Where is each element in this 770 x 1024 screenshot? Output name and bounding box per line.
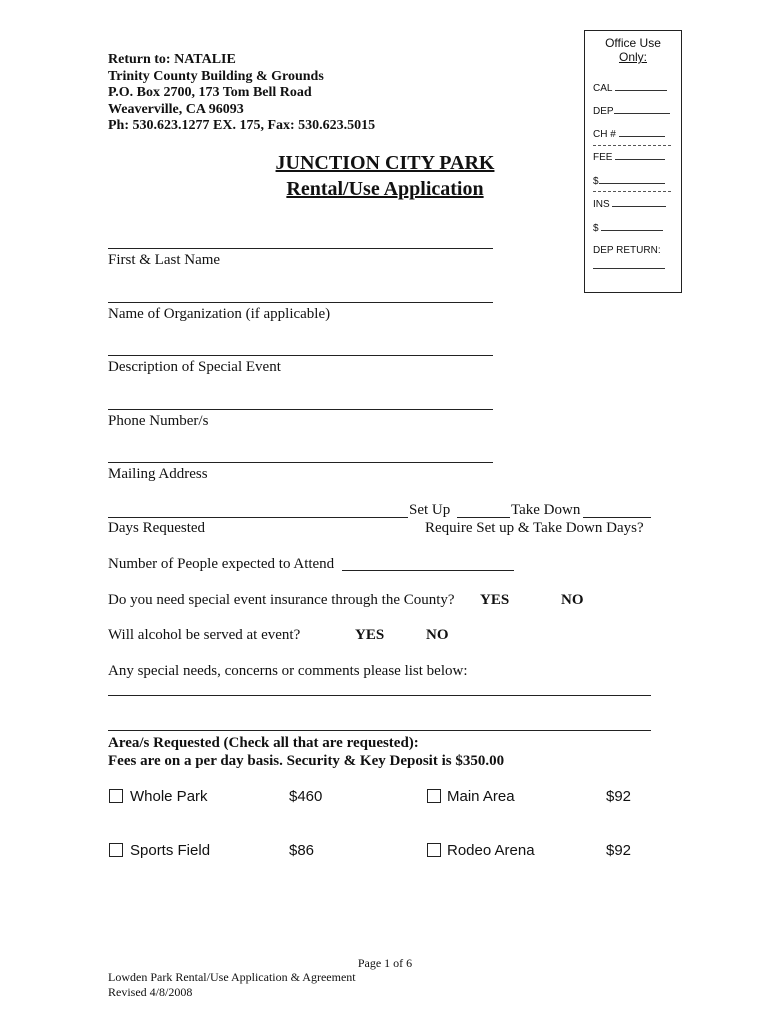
alcohol-question: Will alcohol be served at event? (108, 627, 301, 643)
insurance-no-option[interactable]: NO (561, 592, 584, 608)
title-application: Rental/Use Application (286, 178, 484, 200)
sports-field-label: Sports Field (130, 842, 211, 859)
phone-fax-line: Ph: 530.623.1277 EX. 175, Fax: 530.623.5015 (108, 118, 376, 133)
footer-revised: Revised 4/8/2008 (108, 985, 193, 999)
insurance-question: Do you need special event insurance through the County? (108, 592, 455, 608)
office-fee-label: FEE (593, 152, 613, 163)
mailing-input-line[interactable] (108, 462, 493, 463)
name-label: First & Last Name (108, 252, 221, 268)
office-dep-return-line[interactable] (593, 268, 665, 269)
office-ins-field[interactable] (593, 197, 666, 210)
description-label: Description of Special Event (108, 359, 281, 375)
attendance-label: Number of People expected to Attend (108, 556, 335, 572)
footer-doc-title: Lowden Park Rental/Use Application & Agreement (108, 970, 356, 984)
whole-park-label: Whole Park (130, 788, 208, 805)
office-use-box (584, 30, 682, 293)
office-divider (593, 145, 671, 146)
comments-input-line-1[interactable] (108, 695, 651, 696)
po-box-line: P.O. Box 2700, 173 Tom Bell Road (108, 85, 312, 100)
office-use-title (585, 36, 681, 64)
areas-heading: Area/s Requested (Check all that are requested): (108, 735, 419, 751)
name-input-line[interactable] (108, 248, 493, 249)
office-cal-label: CAL (593, 83, 613, 94)
whole-park-checkbox[interactable] (109, 789, 123, 803)
organization-label: Name of Organization (if applicable) (108, 306, 331, 322)
require-days-label: Require Set up & Take Down Days? (425, 520, 644, 536)
rodeo-arena-checkbox[interactable] (427, 843, 441, 857)
attendance-input-line[interactable] (342, 570, 514, 571)
main-area-checkbox[interactable] (427, 789, 441, 803)
office-fee-amount-field[interactable] (593, 174, 665, 187)
office-ch-field[interactable] (593, 127, 665, 140)
days-requested-label: Days Requested (108, 520, 206, 536)
office-ins-label: INS (593, 199, 610, 210)
office-fee-field[interactable] (593, 150, 665, 163)
comments-label: Any special needs, concerns or comments please list below: (108, 663, 468, 679)
sports-field-checkbox[interactable] (109, 843, 123, 857)
office-fee-dollar-label: $ (593, 176, 599, 187)
set-up-input-line[interactable] (457, 517, 510, 518)
set-up-label: Set Up (409, 502, 451, 518)
description-input-line[interactable] (108, 355, 493, 356)
return-to-line: Return to: NATALIE (108, 52, 236, 67)
sports-field-price: $86 (289, 842, 315, 859)
insurance-yes-option[interactable]: YES (480, 592, 510, 608)
office-ins-dollar-label: $ (593, 223, 599, 234)
days-requested-input-line[interactable] (108, 517, 408, 518)
whole-park-price: $460 (289, 788, 323, 805)
main-area-label: Main Area (447, 788, 515, 805)
comments-input-line-2[interactable] (108, 730, 651, 731)
take-down-label: Take Down (511, 502, 581, 518)
return-address (108, 52, 375, 135)
office-use-title-line2: Only: (618, 50, 647, 64)
page-number: Page 1 of 6 (357, 956, 413, 970)
title-park-name: JUNCTION CITY PARK (275, 152, 495, 174)
rodeo-arena-price: $92 (606, 842, 632, 859)
department-line: Trinity County Building & Grounds (108, 68, 324, 84)
alcohol-yes-option[interactable]: YES (355, 627, 385, 643)
rodeo-arena-label: Rodeo Arena (447, 842, 535, 859)
office-dep-field[interactable] (593, 104, 670, 117)
office-ch-label: CH # (593, 129, 616, 140)
city-line: Weaverville, CA 96093 (108, 101, 244, 117)
mailing-label: Mailing Address (108, 466, 208, 482)
office-dep-label: DEP (593, 106, 614, 117)
take-down-input-line[interactable] (583, 517, 651, 518)
page-title (230, 150, 540, 202)
office-cal-field[interactable] (593, 81, 667, 94)
office-use-title-line1: Office Use (605, 36, 661, 50)
fees-heading: Fees are on a per day basis. Security & Key Deposit is $350.00 (108, 753, 505, 769)
alcohol-no-option[interactable]: NO (426, 627, 449, 643)
office-dep-return-label: DEP RETURN: (593, 245, 661, 256)
organization-input-line[interactable] (108, 302, 493, 303)
phone-label: Phone Number/s (108, 413, 209, 429)
main-area-price: $92 (606, 788, 632, 805)
office-ins-amount-field[interactable] (593, 221, 663, 234)
office-divider (593, 191, 671, 192)
phone-input-line[interactable] (108, 409, 493, 410)
